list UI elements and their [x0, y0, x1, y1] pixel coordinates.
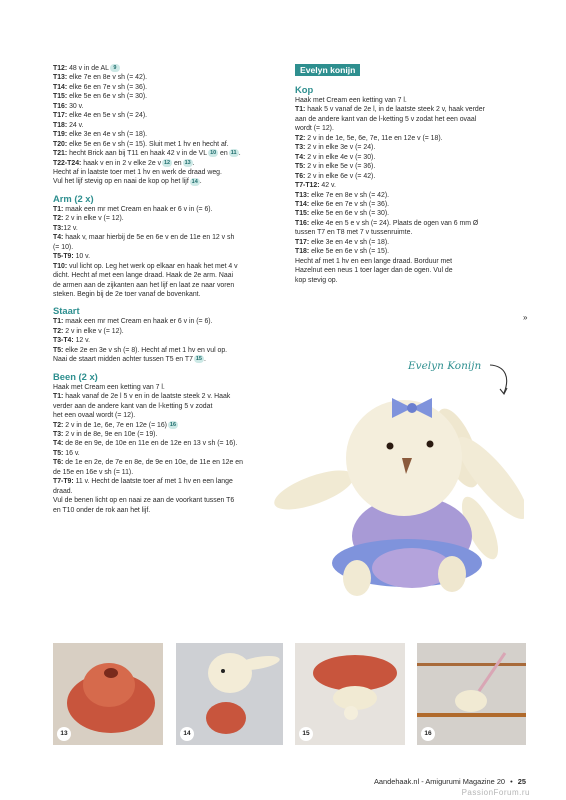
round-label: T12:: [53, 65, 68, 72]
instruction-text: hecht Brick aan bij T11 en haak 42 v in de VL: [67, 150, 208, 158]
instruction-line: [295, 200, 527, 209]
instruction-line: [53, 233, 283, 242]
round-label: T5:: [295, 163, 306, 171]
instruction-line: [53, 149, 283, 158]
round-label: T18:: [295, 248, 310, 256]
instruction-text: en T10 onder de rok aan het lijf.: [53, 506, 151, 514]
instruction-line: [295, 96, 527, 105]
instruction-text: 2 v in elke 6e v (= 42).: [305, 172, 376, 180]
instruction-text: 2 v in elke 3e v (= 24).: [305, 144, 376, 152]
instruction-text: haak vanaf de 2e l 5 v en in de laatste steek 2 v. Haak: [63, 393, 231, 401]
round-label: T6:: [53, 459, 64, 467]
instruction-text: elke 5e en 6e v sh (= 15). Sluit met 1 hv en hecht af.: [67, 140, 229, 148]
watermark: PassionForum.ru: [461, 788, 530, 797]
instruction-text: haak 5 v vanaf de 2e l, in de laatste steek 2 v, haak verder: [305, 106, 485, 114]
instruction-text: verder aan de andere kant van de l-ketting 5 v zodat: [53, 402, 213, 410]
instruction-text: elke 3e en 4e v sh (= 18).: [67, 131, 148, 139]
round-label: T13:: [295, 191, 310, 199]
step-badge: 15: [195, 356, 202, 363]
instruction-text: draad.: [53, 487, 73, 495]
instruction-text: elke 3e en 4e v sh (= 18).: [309, 238, 390, 246]
instruction-text: wordt (= 12).: [295, 125, 334, 133]
instruction-line: [53, 140, 283, 149]
step-badge: 13: [184, 159, 191, 166]
evelyn-bunny-photo: [262, 378, 524, 606]
instruction-text: 2 v in de 8e, 9e en 10e (= 19).: [63, 430, 158, 438]
instruction-line: [53, 506, 283, 515]
instruction-text: 12 v.: [73, 337, 91, 345]
instruction-line: [53, 121, 283, 130]
instruction-line: [53, 130, 283, 139]
instruction-line: [295, 228, 527, 237]
round-label: T4:: [53, 440, 64, 448]
step-number-badge: 14: [180, 727, 194, 741]
instruction-text: Haak met Cream een ketting van 7 l.: [295, 97, 407, 104]
instruction-line: [53, 64, 283, 73]
page-number: 25: [517, 777, 526, 786]
kop-instructions: [295, 84, 527, 285]
instruction-line: [53, 496, 283, 505]
instruction-line: [53, 402, 283, 411]
round-label: T5-T9:: [53, 253, 74, 261]
footer-separator: -: [421, 777, 424, 786]
round-label: T15:: [53, 93, 68, 101]
instruction-line: [53, 487, 283, 496]
instruction-text: elke 5e en 6e v sh (= 30).: [67, 93, 148, 101]
instruction-line: [53, 252, 283, 261]
instruction-text: 42 v.: [319, 182, 336, 190]
round-label: T2:: [53, 327, 64, 335]
instruction-text: haak v, maar hierbij de 5e en 6e v en de 11e en 12 v sh: [63, 234, 235, 242]
instruction-line: [295, 115, 527, 124]
round-label: T5:: [53, 449, 64, 457]
instruction-text: 2 v in elke v (= 12).: [63, 327, 124, 335]
round-label: T14:: [295, 200, 310, 208]
instruction-text: .: [238, 150, 241, 158]
instruction-line: [53, 468, 283, 477]
instruction-text: Vul het lijf stevig op en naai de kop op het lijf: [53, 178, 189, 186]
instruction-text: elke 6e en 7e v sh (= 36).: [309, 200, 390, 208]
step-number-badge: 15: [299, 727, 313, 741]
instruction-text: de 8e en 9e, de 10e en 11e en de 12e en 13 v sh (= 16).: [63, 440, 238, 448]
instruction-line: [295, 238, 527, 247]
instruction-line: [295, 266, 527, 275]
photo-caption-label: Evelyn Konijn: [408, 360, 482, 372]
instruction-text: elke 4e en 5 e v sh (= 24). Plaats de ogen van 6 mm Ø: [309, 219, 479, 227]
step-number-badge: 16: [421, 727, 435, 741]
instruction-text: haak v en in 2 v elke 2e v: [81, 159, 162, 167]
instruction-line: [53, 392, 283, 401]
instruction-line: [53, 111, 283, 120]
instruction-text: 2 v in de 1e, 5e, 6e, 7e, 11e en 12e v (= 18).: [305, 134, 443, 142]
instruction-line: [53, 224, 283, 233]
instruction-text: de 15e en 16e v sh (= 11).: [53, 468, 134, 476]
instruction-text: 2 v in de 1e, 6e, 7e en 12e (= 16): [63, 421, 167, 429]
instruction-text: .: [199, 178, 202, 186]
instruction-line: [295, 257, 527, 266]
round-label: T2:: [53, 421, 64, 429]
round-label: T17:: [53, 112, 68, 120]
instruction-line: [53, 92, 283, 101]
instruction-text: elke 5e en 6e v sh (= 15).: [309, 248, 390, 256]
instruction-line: [53, 83, 283, 92]
instruction-text: elke 4e en 5e v sh (= 24).: [67, 112, 148, 120]
round-label: T22-T24:: [53, 159, 82, 167]
instruction-text: aan de andere kant van de l-ketting 5 v zodat het een ovaal: [295, 115, 477, 123]
instruction-text: en: [218, 150, 228, 158]
section-heading: Been (2 x): [53, 370, 98, 382]
instruction-line: [295, 219, 527, 228]
page-footer: [300, 777, 526, 786]
instruction-line: [295, 162, 527, 171]
round-label: T5:: [53, 346, 64, 354]
instruction-line: [53, 214, 283, 223]
section-heading: Staart: [53, 305, 80, 317]
instruction-text: Vul de benen licht op en naai ze aan de voorkant tussen T6: [53, 497, 235, 505]
instruction-text: 16 v.: [63, 449, 80, 457]
instruction-line: [53, 281, 283, 290]
section-title-banner: Evelyn konijn: [295, 64, 360, 76]
instruction-text: 2 v in elke 4e v (= 30).: [305, 153, 376, 161]
instruction-text: tussen T7 en T8 met 7 v tussenruimte.: [295, 229, 413, 237]
instruction-line: [53, 168, 283, 177]
instruction-line: [295, 191, 527, 200]
instruction-text: Hecht af met 1 hv en een lange draad. Borduur met: [295, 257, 453, 265]
instruction-text: Hecht af in laatste toer met 1 hv en werk de draad weg.: [53, 168, 222, 176]
instruction-text: 10 v.: [73, 253, 91, 261]
instruction-text: vul licht op. Leg het werk op elkaar en haak het met 4 v: [67, 262, 238, 270]
footer-magazine: Amigurumi Magazine 20: [425, 777, 506, 786]
instruction-line: [295, 247, 527, 256]
round-label: T2:: [295, 134, 306, 142]
round-label: T7-T12:: [295, 182, 320, 190]
instruction-text: Hazelnut een neus 1 toer lager dan de ogen. Vul de: [295, 267, 453, 275]
round-label: T13:: [53, 74, 68, 82]
instruction-line: [53, 177, 283, 186]
round-label: T10:: [53, 262, 68, 270]
instruction-line: [53, 205, 283, 214]
instruction-line: [295, 143, 527, 152]
instruction-line: [53, 102, 283, 111]
step-photo-16: [417, 643, 526, 745]
round-label: T3-T4:: [53, 337, 74, 345]
instruction-line: [295, 181, 527, 190]
instruction-text: de armen aan de zijkanten aan het lijf en laat ze naar voren: [53, 281, 235, 289]
round-label: T1:: [53, 393, 64, 401]
continue-arrow-icon: »: [523, 313, 528, 322]
round-label: T20:: [53, 140, 68, 148]
instruction-text: elke 5e en 6e v sh (= 30).: [309, 210, 390, 218]
instruction-line: [53, 73, 283, 82]
instruction-line: [53, 449, 283, 458]
instruction-line: [295, 105, 527, 114]
instruction-text: het een ovaal wordt (= 12).: [53, 412, 136, 420]
instruction-line: [53, 439, 283, 448]
instruction-text: elke 2e en 3e v sh (= 8). Hecht af met 1 hv en vul op.: [63, 346, 228, 354]
instruction-text: de 1e en 2e, de 7e en 8e, de 9e en 10e, de 11e en 12e en: [63, 459, 243, 467]
instruction-text: 11 v. Hecht de laatste toer af met 1 hv en een lange: [73, 478, 233, 486]
instruction-line: [295, 134, 527, 143]
step-badge: 11: [229, 149, 239, 157]
round-label: T14:: [53, 83, 68, 91]
round-label: T4:: [295, 153, 306, 161]
instruction-text: 2 v in elke 5e v (= 36).: [305, 163, 376, 171]
instructions-left-column: [53, 64, 283, 515]
instruction-text: 24 v.: [67, 121, 84, 129]
round-label: T18:: [53, 121, 68, 129]
instruction-text: (= 10).: [53, 243, 74, 251]
instruction-text: elke 7e en 8e v sh (= 42).: [309, 191, 390, 199]
step-badge: 14: [191, 178, 198, 185]
instruction-text: en: [172, 159, 182, 167]
instruction-text: dicht. Hecht af met een lange draad. Haak de 2e arm. Naai: [53, 272, 234, 280]
footer-bullet: •: [510, 777, 513, 786]
round-label: T19:: [53, 131, 68, 139]
instruction-line: [295, 124, 527, 133]
footer-site: Aandehaak.nl: [373, 777, 420, 786]
instruction-line: [53, 159, 283, 168]
instruction-text: Naai de staart midden achter tussen T5 en T7: [53, 356, 193, 364]
instruction-text: 2 v in elke v (= 12).: [63, 215, 124, 223]
round-label: T1:: [53, 318, 64, 326]
instruction-text: 30 v.: [67, 102, 84, 110]
instruction-line: [53, 411, 283, 420]
instruction-text: .: [192, 159, 195, 167]
instruction-text: 48 v in de AL: [67, 65, 109, 72]
round-label: T4:: [53, 234, 64, 242]
instruction-text: maak een mr met Cream en haak er 6 v in (= 6).: [63, 205, 213, 213]
instruction-line: [53, 355, 283, 364]
section-heading: Kop: [295, 84, 314, 95]
instruction-line: [295, 153, 527, 162]
instruction-line: [53, 262, 283, 271]
instruction-line: [53, 383, 283, 392]
instruction-line: [53, 327, 283, 336]
round-label: T16:: [53, 102, 68, 110]
round-label: T1:: [53, 205, 64, 213]
instruction-line: [53, 346, 283, 355]
instruction-line: [295, 209, 527, 218]
instruction-line: [53, 430, 283, 439]
round-label: T17:: [295, 238, 310, 246]
instruction-line: [53, 271, 283, 280]
instruction-line: [53, 290, 283, 299]
instruction-line: [295, 276, 527, 285]
instruction-line: [53, 477, 283, 486]
instruction-line: [53, 336, 283, 345]
step-number-badge: 13: [57, 727, 71, 741]
instruction-text: kop stevig op.: [295, 276, 338, 284]
round-label: T3:: [53, 430, 64, 438]
instruction-text: Haak met Cream een ketting van 7 l.: [53, 383, 165, 391]
round-label: T1:: [295, 106, 306, 114]
round-label: T3:: [295, 144, 306, 152]
instruction-text: .: [203, 356, 206, 364]
round-label: T3:: [53, 224, 64, 232]
instruction-line: [53, 317, 283, 326]
round-label: T15:: [295, 210, 310, 218]
round-label: T21:: [53, 150, 68, 158]
step-badge: 10: [210, 150, 217, 157]
instruction-text: maak een mr met Cream en haak er 6 v in (= 6).: [63, 318, 213, 326]
step-photo-14: [176, 643, 283, 745]
instruction-text: steken. Begin bij de 2e toer vanaf de bovenkant.: [53, 290, 201, 298]
round-label: T7-T9:: [53, 478, 74, 486]
instruction-line: [53, 458, 283, 467]
step-badge: 12: [163, 159, 171, 166]
step-photo-15: [295, 643, 405, 745]
round-label: T2:: [53, 215, 64, 223]
step-photo-13: [53, 643, 163, 745]
step-badge: 16: [169, 421, 177, 428]
round-label: T6:: [295, 172, 306, 180]
step-badge: 9: [110, 64, 120, 72]
instruction-line: [53, 243, 283, 252]
instruction-text: elke 6e en 7e v sh (= 36).: [67, 83, 148, 91]
instructions-right-column: [295, 64, 527, 285]
round-label: T16:: [295, 219, 310, 227]
section-heading: Arm (2 x): [53, 192, 94, 204]
instruction-text: elke 7e en 8e v sh (= 42).: [67, 74, 148, 82]
instruction-line: [295, 172, 527, 181]
instruction-text: 12 v.: [63, 224, 78, 232]
instruction-line: [53, 421, 283, 430]
